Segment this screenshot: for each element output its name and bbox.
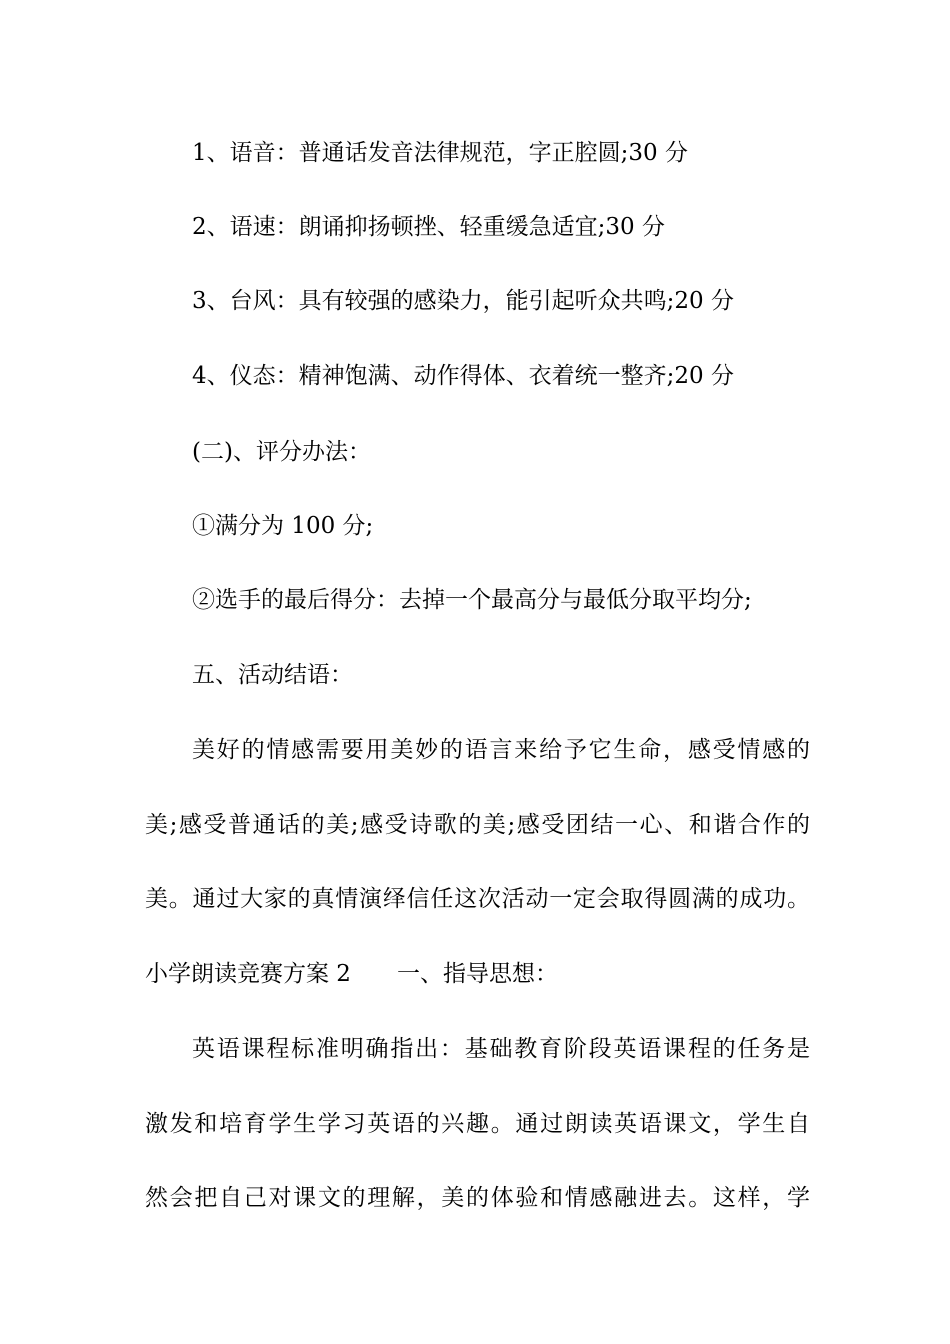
criterion-stage-presence: 3、台风：具有较强的感染力，能引起听众共鸣;20 分: [192, 288, 734, 314]
conclusion-heading: 五、活动结语：: [192, 662, 353, 688]
scoring-heading: (二)、评分办法：: [192, 439, 371, 465]
section2-title: 小学朗读竞赛方案 2: [145, 961, 351, 987]
scoring-item-final-score: ②选手的最后得分：去掉一个最高分与最低分取平均分;: [192, 587, 752, 613]
criterion-appearance: 4、仪态：精神饱满、动作得体、衣着统一整齐;20 分: [192, 363, 734, 389]
scoring-item-full-marks: ①满分为 100 分;: [192, 513, 374, 539]
conclusion-line-3: 美。通过大家的真情演绎信任这次活动一定会取得圆满的成功。: [145, 886, 810, 912]
criterion-speed: 2、语速：朗诵抑扬顿挫、轻重缓急适宜;30 分: [192, 214, 665, 240]
section2-heading-line: [145, 959, 810, 989]
guiding-line-2: 激发和培育学生学习英语的兴趣。通过朗读英语课文，学生自: [145, 1111, 810, 1137]
guiding-line-3: 然会把自己对课文的理解，美的体验和情感融进去。这样，学: [145, 1185, 810, 1211]
guiding-line-1: 英语课程标准明确指出：基础教育阶段英语课程的任务是: [192, 1036, 810, 1062]
conclusion-line-1: 美好的情感需要用美妙的语言来给予它生命，感受情感的: [192, 737, 810, 763]
guiding-ideology-heading: 一、指导思想：: [396, 961, 558, 987]
criterion-pronunciation: 1、语音：普通话发音法律规范，字正腔圆;30 分: [192, 140, 688, 166]
conclusion-line-2: 美;感受普通话的美;感受诗歌的美;感受团结一心、和谐合作的: [145, 812, 810, 838]
